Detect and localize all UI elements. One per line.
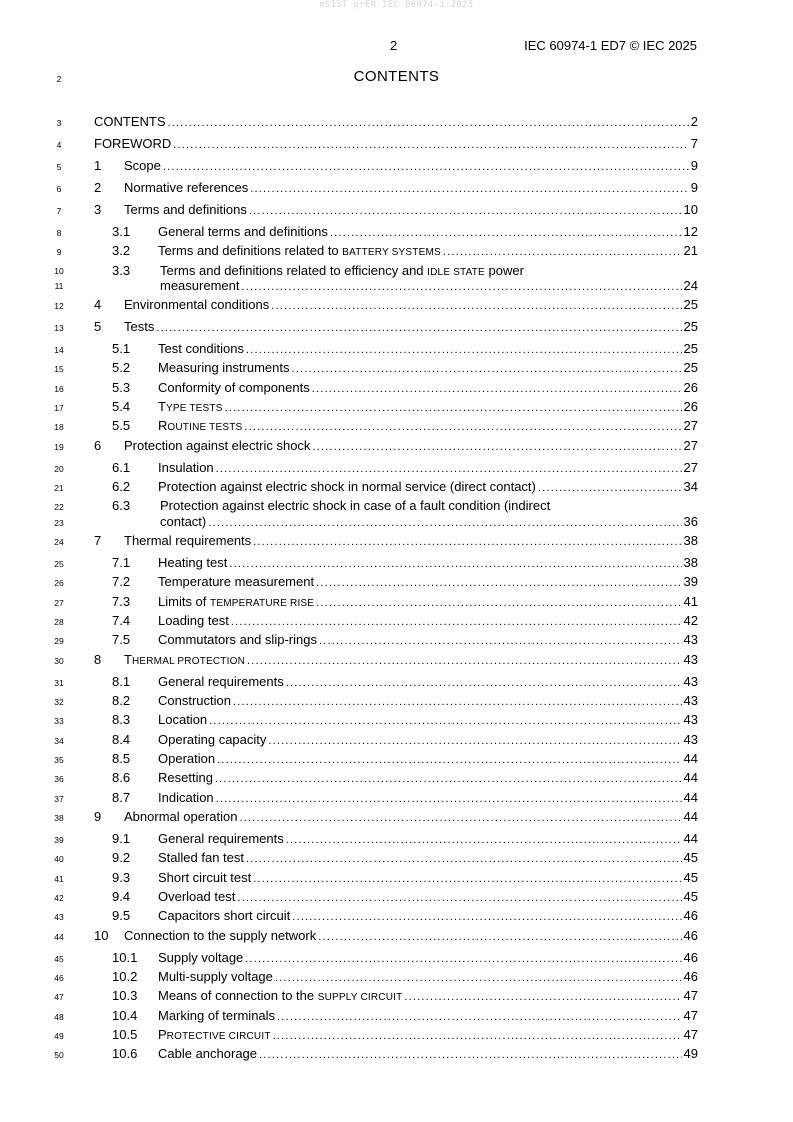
toc-entry-5-1[interactable]: 5.1 Test conditions ..... 25 [94, 341, 698, 357]
toc-entry-5[interactable]: 5 Tests ..... 25 [94, 319, 698, 335]
line-number: 29 [54, 636, 64, 646]
toc-entry-9-1[interactable]: 9.1 General requirements ..... 44 [94, 831, 698, 847]
line-number: 17 [54, 403, 64, 413]
line-number: 34 [54, 736, 64, 746]
toc-entry-6-1[interactable]: 6.1 Insulation ..... 27 [94, 460, 698, 476]
line-number: 16 [54, 384, 64, 394]
page-number: 2 [390, 38, 398, 53]
toc-entry-5-5[interactable]: 5.5 ROUTINE TESTS ..... 27 [94, 418, 698, 434]
toc-entry-6-3-number: 6.3 [112, 498, 131, 513]
line-number: 8 [56, 228, 62, 238]
toc-entry-10-2[interactable]: 10.2 Multi-supply voltage ..... 46 [94, 969, 698, 985]
line-number: 44 [54, 932, 64, 942]
toc-entry-7-5[interactable]: 7.5 Commutators and slip-rings ..... 43 [94, 632, 698, 648]
line-number: 14 [54, 345, 64, 355]
toc-entry-5-3[interactable]: 5.3 Conformity of components ..... 26 [94, 380, 698, 396]
toc-entry-foreword[interactable]: FOREWORD ..... 7 [94, 136, 698, 152]
document-id: IEC 60974-1 ED7 © IEC 2025 [524, 38, 697, 53]
toc-entry-9-3[interactable]: 9.3 Short circuit test ..... 45 [94, 870, 698, 886]
toc-entry-9-4[interactable]: 9.4 Overload test ..... 45 [94, 889, 698, 905]
toc-entry-3-3[interactable]: measurement ..... 24 [160, 278, 698, 294]
toc-entry-10-1[interactable]: 10.1 Supply voltage ..... 46 [94, 950, 698, 966]
line-number: 38 [54, 813, 64, 823]
line-number: 15 [54, 364, 64, 374]
toc-entry-3[interactable]: 3 Terms and definitions ..... 10 [94, 202, 698, 218]
toc-entry-10-6[interactable]: 10.6 Cable anchorage ..... 49 [94, 1046, 698, 1062]
toc-entry-6-3[interactable]: contact) ..... 36 [160, 514, 698, 530]
line-number: 20 [54, 464, 64, 474]
line-number: 3 [56, 118, 62, 128]
line-number: 49 [54, 1031, 64, 1041]
toc-entry-3-3-line1[interactable]: Terms and definitions related to efficiency and IDLE STATE power [160, 263, 524, 278]
toc-entry-7-4[interactable]: 7.4 Loading test ..... 42 [94, 613, 698, 629]
toc-entry-7-2[interactable]: 7.2 Temperature measurement ..... 39 [94, 574, 698, 590]
toc-entry-8-4[interactable]: 8.4 Operating capacity ..... 43 [94, 732, 698, 748]
line-number: 31 [54, 678, 64, 688]
toc-entry-3-1[interactable]: 3.1 General terms and definitions ..... 12 [94, 224, 698, 240]
line-number: 42 [54, 893, 64, 903]
line-number: 46 [54, 973, 64, 983]
toc-entry-6[interactable]: 6 Protection against electric shock ..... 27 [94, 438, 698, 454]
line-number: 9 [56, 247, 62, 257]
line-number: 5 [56, 162, 62, 172]
line-number: 36 [54, 774, 64, 784]
toc-entry-9-2[interactable]: 9.2 Stalled fan test ..... 45 [94, 850, 698, 866]
toc-entry-5-4[interactable]: 5.4 TYPE TESTS ..... 26 [94, 399, 698, 415]
toc-entry-2[interactable]: 2 Normative references ..... 9 [94, 180, 698, 196]
toc-entry-4[interactable]: 4 Environmental conditions ..... 25 [94, 297, 698, 313]
toc-entry-6-2[interactable]: 6.2 Protection against electric shock in normal service (direct contact) ..... 34 [94, 479, 698, 495]
toc-entry-9[interactable]: 9 Abnormal operation ..... 44 [94, 809, 698, 825]
line-number: 33 [54, 716, 64, 726]
toc-entry-10-3[interactable]: 10.3 Means of connection to the SUPPLY CIRCUIT ..... 47 [94, 988, 698, 1004]
line-number: 47 [54, 992, 64, 1002]
toc-entry-9-5[interactable]: 9.5 Capacitors short circuit ..... 46 [94, 908, 698, 924]
line-number: 25 [54, 559, 64, 569]
toc-entry-contents[interactable]: CONTENTS ..... 2 [94, 114, 698, 130]
line-number: 12 [54, 301, 64, 311]
toc-entry-1[interactable]: 1 Scope ..... 9 [94, 158, 698, 174]
toc-entry-10-5[interactable]: 10.5 PROTECTIVE CIRCUIT ..... 47 [94, 1027, 698, 1043]
line-number: 37 [54, 794, 64, 804]
line-number: 18 [54, 422, 64, 432]
line-number: 27 [54, 598, 64, 608]
toc-entry-8-7[interactable]: 8.7 Indication ..... 44 [94, 790, 698, 806]
toc-entry-6-3-line1[interactable]: Protection against electric shock in case of a fault condition (indirect [160, 498, 551, 513]
line-number: 30 [54, 656, 64, 666]
line-number: 32 [54, 697, 64, 707]
line-number: 6 [56, 184, 62, 194]
line-number: 50 [54, 1050, 64, 1060]
line-number: 28 [54, 617, 64, 627]
line-number: 22 [54, 502, 64, 512]
line-number: 48 [54, 1012, 64, 1022]
line-number: 35 [54, 755, 64, 765]
toc-entry-8-1[interactable]: 8.1 General requirements ..... 43 [94, 674, 698, 690]
line-number: 26 [54, 578, 64, 588]
toc-entry-10-4[interactable]: 10.4 Marking of terminals ..... 47 [94, 1008, 698, 1024]
line-number: 24 [54, 537, 64, 547]
page-title: CONTENTS [353, 68, 440, 85]
line-number: 2 [56, 74, 62, 84]
line-number: 43 [54, 912, 64, 922]
toc-entry-7-3[interactable]: 7.3 Limits of TEMPERATURE RISE ..... 41 [94, 594, 698, 610]
line-number: 23 [54, 518, 64, 528]
toc-entry-10[interactable]: 10 Connection to the supply network ..... 46 [94, 928, 698, 944]
watermark: oSIST prEN IEC 60974-1:2025 [319, 0, 474, 10]
toc-entry-8-3[interactable]: 8.3 Location ..... 43 [94, 712, 698, 728]
toc-entry-7[interactable]: 7 Thermal requirements ..... 38 [94, 533, 698, 549]
toc-entry-8[interactable]: 8 THERMAL PROTECTION ..... 43 [94, 652, 698, 668]
toc-entry-8-5[interactable]: 8.5 Operation ..... 44 [94, 751, 698, 767]
line-number: 4 [56, 140, 62, 150]
line-number: 41 [54, 874, 64, 884]
toc-entry-8-6[interactable]: 8.6 Resetting ..... 44 [94, 770, 698, 786]
toc-entry-8-2[interactable]: 8.2 Construction ..... 43 [94, 693, 698, 709]
line-number: 7 [56, 206, 62, 216]
line-number: 19 [54, 442, 64, 452]
line-number: 39 [54, 835, 64, 845]
toc-entry-3-3-number: 3.3 [112, 263, 131, 278]
line-number: 13 [54, 323, 64, 333]
toc-entry-3-2[interactable]: 3.2 Terms and definitions related to BATTERY SYSTEMS ..... 21 [94, 243, 698, 259]
line-number: 11 [54, 281, 64, 291]
line-number: 45 [54, 954, 64, 964]
line-number: 21 [54, 483, 64, 493]
line-number: 10 [54, 266, 64, 276]
toc-entry-5-2[interactable]: 5.2 Measuring instruments ..... 25 [94, 360, 698, 376]
line-number: 40 [54, 854, 64, 864]
toc-entry-7-1[interactable]: 7.1 Heating test ..... 38 [94, 555, 698, 571]
